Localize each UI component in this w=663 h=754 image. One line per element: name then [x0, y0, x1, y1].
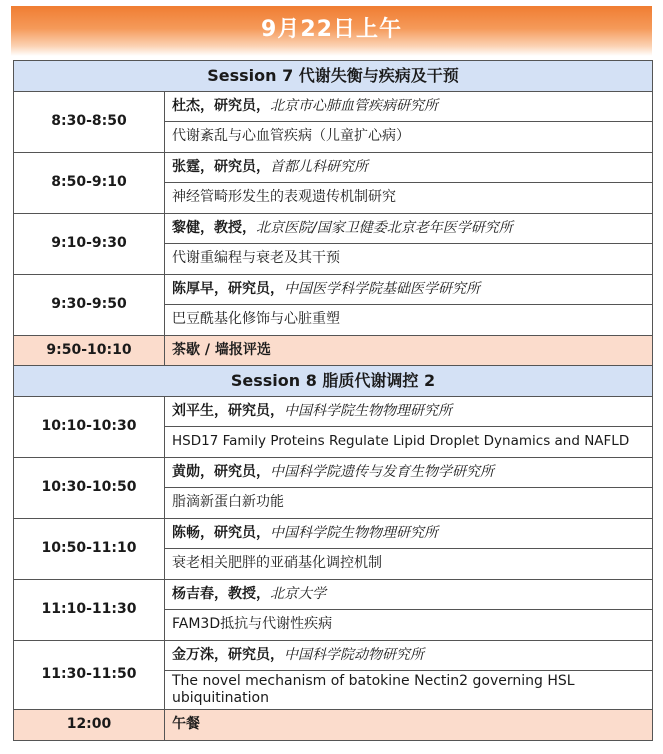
- speaker-role: ，研究员，: [200, 463, 270, 480]
- speaker-role: ，教授，: [214, 585, 270, 602]
- session-header-row: [14, 61, 653, 92]
- break-label: 午餐: [165, 710, 653, 741]
- talk-speaker-row: [14, 213, 653, 244]
- speaker-institution: 中国科学院生物物理研究所: [284, 402, 452, 419]
- talk-time: 11:30-11:50: [14, 640, 165, 710]
- talk-speaker-row: [14, 457, 653, 488]
- break-row: [14, 710, 653, 741]
- date-banner: [11, 6, 652, 56]
- talk-time: 8:50-9:10: [14, 152, 165, 213]
- speaker-role: ，研究员，: [200, 524, 270, 541]
- talk-time: 8:30-8:50: [14, 91, 165, 152]
- session-title: Session 7 代谢失衡与疾病及干预: [14, 61, 653, 92]
- speaker-institution: 北京医院/国家卫健委北京老年医学研究所: [256, 219, 513, 236]
- talk-speaker-cell: [165, 579, 653, 610]
- speaker-role: ，研究员，: [214, 402, 284, 419]
- session-title: Session 8 脂质代谢调控 2: [14, 366, 653, 397]
- talk-topic: 巴豆酰基化修饰与心脏重塑: [165, 305, 653, 336]
- talk-speaker-cell: [165, 640, 653, 671]
- talk-speaker-cell: [165, 457, 653, 488]
- talk-speaker-cell: [165, 518, 653, 549]
- talk-topic: 神经管畸形发生的表观遗传机制研究: [165, 183, 653, 214]
- talk-time: 9:30-9:50: [14, 274, 165, 335]
- speaker-role: ，教授，: [200, 219, 256, 236]
- talk-time: 10:30-10:50: [14, 457, 165, 518]
- talk-speaker-row: [14, 579, 653, 610]
- speaker-name: 杨吉春: [172, 585, 214, 602]
- speaker-name: 张霆: [172, 158, 200, 175]
- speaker-name: 陈厚早: [172, 280, 214, 297]
- break-label: 茶歇 / 墙报评选: [165, 335, 653, 366]
- speaker-name: 黎健: [172, 219, 200, 236]
- talk-speaker-cell: [165, 274, 653, 305]
- talk-speaker-row: [14, 518, 653, 549]
- speaker-institution: 中国科学院遗传与发育生物学研究所: [270, 463, 494, 480]
- talk-topic: 脂滴新蛋白新功能: [165, 488, 653, 519]
- break-time: 9:50-10:10: [14, 335, 165, 366]
- session-header-row: [14, 366, 653, 397]
- talk-time: 11:10-11:30: [14, 579, 165, 640]
- talk-time: 9:10-9:30: [14, 213, 165, 274]
- talk-speaker-row: [14, 640, 653, 671]
- speaker-role: ，研究员，: [200, 158, 270, 175]
- talk-speaker-row: [14, 396, 653, 427]
- speaker-institution: 中国医学科学院基础医学研究所: [284, 280, 480, 297]
- talk-speaker-row: [14, 152, 653, 183]
- speaker-institution: 北京大学: [270, 585, 326, 602]
- speaker-institution: 首都儿科研究所: [270, 158, 368, 175]
- speaker-institution: 中国科学院生物物理研究所: [270, 524, 438, 541]
- talk-topic: HSD17 Family Proteins Regulate Lipid Droplet Dynamics and NAFLD: [165, 427, 653, 458]
- talk-time: 10:50-11:10: [14, 518, 165, 579]
- talk-topic: The novel mechanism of batokine Nectin2 governing HSL ubiquitination: [165, 671, 653, 710]
- talk-speaker-cell: [165, 213, 653, 244]
- speaker-name: 刘平生: [172, 402, 214, 419]
- talk-topic: FAM3D抵抗与代谢性疾病: [165, 610, 653, 641]
- speaker-name: 陈畅: [172, 524, 200, 541]
- talk-speaker-cell: [165, 91, 653, 122]
- break-row: [14, 335, 653, 366]
- speaker-role: ，研究员，: [214, 280, 284, 297]
- talk-topic: 代谢紊乱与心血管疾病（儿童扩心病）: [165, 122, 653, 153]
- speaker-role: ，研究员，: [214, 646, 284, 663]
- talk-topic: 衰老相关肥胖的亚硝基化调控机制: [165, 549, 653, 580]
- speaker-name: 杜杰: [172, 97, 200, 114]
- talk-topic: 代谢重编程与衰老及其干预: [165, 244, 653, 275]
- talk-speaker-cell: [165, 396, 653, 427]
- talk-speaker-cell: [165, 152, 653, 183]
- speaker-institution: 北京市心肺血管疾病研究所: [270, 97, 438, 114]
- talk-time: 10:10-10:30: [14, 396, 165, 457]
- speaker-institution: 中国科学院动物研究所: [284, 646, 424, 663]
- speaker-name: 黄勋: [172, 463, 200, 480]
- break-time: 12:00: [14, 710, 165, 741]
- schedule-table: [13, 60, 653, 741]
- banner-title: 9月22日上午: [261, 16, 402, 42]
- speaker-role: ，研究员，: [200, 97, 270, 114]
- speaker-name: 金万洙: [172, 646, 214, 663]
- talk-speaker-row: [14, 91, 653, 122]
- talk-speaker-row: [14, 274, 653, 305]
